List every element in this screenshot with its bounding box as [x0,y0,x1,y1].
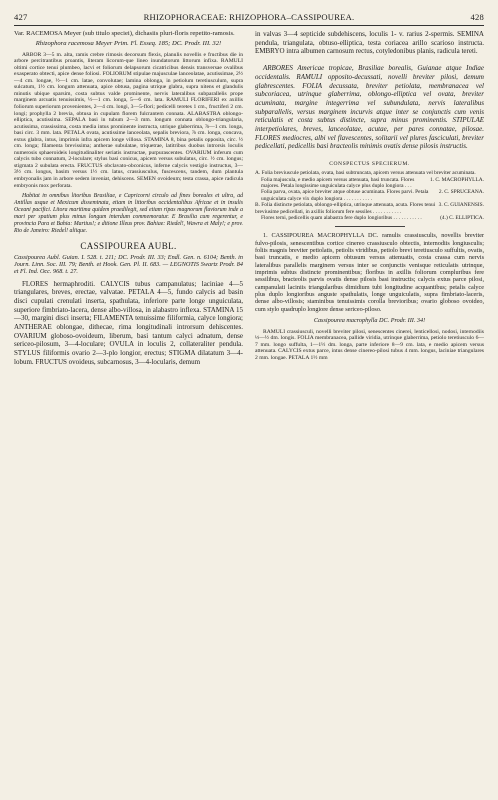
right-column [255,30,484,367]
key-entry-text: Folia majuscula, e medio apicem versus attenuata, basi truncata. Flores majores. Petala longissime unguiculata calyce plus duplo longiora . . . [261,176,415,189]
species-detail: RAMULI crassiusculi, novelli breviter pilosi, senescentes cinerei, lenticellosi, nodosi, internodiis ⅓—½ dm. longis. FOLIA membranacea, pallide viridia, utrinque glaberrima, petiolo teretiusculo 6—7 mm. longo suffulta, 1—1½ dm. longa, parte inferiore 8—9 cm. lata, e medio apicem versus attenuata. CALYCIS extus parce, intus dense cinereo-pilosi tubus 4 mm. longus, laciniae triangulares 2 mm. longae. PETALA 1½ mm [255,328,484,361]
arbores-paragraph: ARBORES Americae tropicae, Brasiliae borealis, Guianae atque Indiae occidentalis. RAMULI opposito-decussati, novelli breviter pilosi, demum glabrescentes. FOLIA decussata, breviter petiolata, membranacea vel subcoriacea, utrinque glaberrima, oblongo-elliptica vel ovata, breviter acuminata, margine integerrima vel subundulata, nervis lateralibus subparallelis, versus marginem incurvis atque inter se conjunctis cum venis reticulatis et costa subtus distincte, supra minus prominentis. STIPULAE interpetiolares, breves, lanceolatae, acutae, per pares connatae, pilosae. FLORES mediocres, albi vel flavescentes, solitarii vel plures fasciculati, breviter pedicellati, pedicellis basi bracteolis minimis ovatis dense pilosis instructis. [255,64,484,151]
key-entry-species: 2. C. SPRUCEANA. [438,189,484,196]
left-page-number: 427 [14,12,28,22]
habitat-paragraph: Habitat in omnibus litoribus Brasiliae, e Capricorni circulo ad fines boreales et ultra, ad Antillas usque et Mexicum disseminata, etiam in littoribus occidentalibus Africae et in insulis Oceani pacifici. Litora maritima quidem praedilegit, sed etiam ripas magnorum fluviorum inde a mari per spatium plus minus longum interdum commemoratur. E Brasilia cum regerentur, e provincia Para et Bahia: Martius!; e ditione Illeus prov. Bahiae: Riedel!, Wawra et Maly!; e prov. Rio de Janeiro: Riedel! aliique. [14,193,243,234]
genus-description-continued: in valvas 3—4 septicide subdehiscens, loculis 1- v. rarius 2-spermis. SEMINA pendula, triangulata, obtuso-elliptica, testa coriacea arillo scarioso instructa. EMBRYO intra albumen carnosum rectus, cotyledonibus planis, radicula tereti. [255,30,484,56]
genus-title: CASSIPOUREA AUBL. [80,240,177,251]
key-entry-text: A. Folia breviuscule petiolata, ovata, basi subtruncata, apicem versus attenuata vel breviter acuminata. [255,170,476,177]
genus-references: Cassipourea Aubl. Guian. I. 528. t. 211; DC. Prodr. III. 33; Endl. Gen. n. 6104; Benth. in Journ. Linn. Soc. III. 79; Benth. et Hook. Gen. Pl. II. 683. — LEGNOTIS Swartz Prodr. 84 et Fl. Ind. Occ. 968. t. 27. [14,253,243,276]
left-column [14,30,243,367]
species-key [255,170,484,221]
key-entry-text: Folia parva, ovata, apice breviter atque obtuse acuminata. Flores parvi. Petala unguiculata calyce vix duplo longiora . . . . . . . . . . . [261,189,429,202]
key-entry [255,177,484,190]
genus-description: FLORES hermaphroditi. CALYCIS tubus campanulatus; laciniae 4—5 triangulares, breves, erectae, valvatae. PETALA 4—5, fundo calycis ad basin disci cupulati crenulati inserta, spathulata, inferiore parte longe unguiculata, superiore fimbriato-lacera, dense albo-villosa, in alabastro inflexa. STAMINA 15—30, margini disci inserta; FILAMENTA tenuissime filiformia, calyce longiora; ANTHERAE oblongae, dithecae, rima longitudinali introrsum dehiscentes. OVARIUM globoso-ovoideum, liberum, basi tantum calyci adnatum, dense sericeo-pilosum, 3—4-loculare; OVULA in loculis 2, collateraliter pendula. STYLUS filiformis ovario 2—3-plo longior, erectus; STIGMA dilatatum 3—4-lobum. FRUCTUS ovoideus, subcarnosus, 3—4-locularis, demum [14,279,243,366]
conspectus-title: CONSPECTUS SPECIERUM. [329,161,410,168]
species-description: 1. CASSIPOUREA MACROPHYLLA DC. ramulis crassiusculis, novellis breviter fulvo-pilosis, senescentibus cortice cinereo crassiusculo obtectis, internodiis longiusculis; foliis magnis breviter petiolatis, petiolis viridibus, petiolo brevi teretiusculo suffultis, ovatis, basi truncatis, e medio apicem obtusum versus attenuatis, costa crassa cum nervis lateralibus parallelis marginem versus inter se conjunctis venisque reticulatis utrinque, imprimis subtus distincte prominentibus; floribus in axillis foliorum compluribus fere sessilibus, bracteolis parvis ovatis dense pilosis basi instructis; calycis extus parce pilosi, campanulati laciniis triangularibus dimidium tubi longitudine acquantibus; petalis calyce plus duplo longioribus anguste spathulatis, longe unguiculatis, supra fimbriato-laceris, dense albo-villosis; staminibus tenuissimis corolla brevioribus; ovario globoso ovoideo, cum stylo quadruplo longiore dense sericeo-piloso. [255,232,484,313]
two-column-body [14,30,484,367]
key-entry-species: (4.) C. ELLIPTICA. [440,214,484,221]
header-rule [14,25,484,26]
synonym-line: Rhizophora racemosa Meyer Prim. Fl. Esseq. 185; DC. Prodr. III. 32! [35,39,222,47]
right-page-number: 428 [470,12,484,22]
section-divider [335,226,405,227]
key-entry-text: B. Folia distincte petiolata, oblongo-elliptica, utrinque attenuata, acuta. Flores tenui breviusime pedicellati, in axillis foliorum fere sessiles . . . . . . . . . . . [255,202,436,215]
key-entry [255,215,484,221]
species-synonym: Cassipourea macrophylla DC. Prodr. III. 34! [313,317,426,325]
running-title: RHIZOPHORACEAE: RHIZOPHORA–CASSIPOUREA. [143,12,355,22]
variety-line: Var. RACEMOSA Meyer (sub titulo speciei), dichasiis pluri-floris repetito-ramosis. [14,30,235,37]
key-entry-text: Flores terni, pedicellis quam alabastra fere duplo longioribus . . . . . . . . . . . [261,214,422,221]
key-entry [255,202,484,215]
key-entry [255,189,484,202]
description-paragraph: ARBOR 3—5 m. alta, ramis crebre rimosis decorsum flexis, planulis novellis e fructibus die in arbore percitrantibus proantis, literam licorum-que lineo inundatorum littorum infixa. RAMULI oltimi cortice tenui plumbeo, lacvi et foliorum delapsorum cicatricibus densis transversae ovalibus exasperato obtecti, apice dense foliosi. FOLIORUM stipulae majusculae lanceolatae, acutissimae, 2½—4 cm. longae, ½—1 cm. latae, convolutae; lamina oblonga, in petiolum teretiusculum, supra sulcatum, 1½ cm. longum attenuata, apice obtusa, pagina utrique glabra, supra nitens et glandulis minutis ubique sparsim, costa subtus valde prominente, nervis lateralibus subparallelis prope marginem arcuatis tenuissimis, ½—1 cm. longa, 5—6 cm. lata. RAMULI FLORIFERI ex axillis foliorum superiorum provenientes, 2—4 cm. longi, 3—5-flori; pedicelli teretes 1 cm., fructiferi 2 cm. longi; prophylla 2 brevia, obtusa in cupulam florem fulcrantem connata. ALABASTRA oblongo-elliptica, acutissima. SEPALA basi in tubum 2—3 mm. longum connata oblongo-triangularia, acutissima, crassissima, costa media intus prominente instructa, utrique glaberrima, ⅞—1 cm. longa, basi circ. 3 mm. lata. PETALA ovata, acutissime lanceolata, sepalis breviora, ⅞ cm. longa, concava, extus glabra, intus, imprimis infra apicem longe villosa. STAMINA 8, bina petalis opposita, circ. ½ cm. longa; filamenta brevissima; antherae subulatae, triquetrae, latitribus duobus introrsis loculis numerosis sphaeroideis longitudinaliter seriatis instructae, purpurascentes. OVARIUM inferum cum calycis tubo connatum, 2-loculare; stylus basi conicus, apicem versus subulatus, circ. ½ cm. longus; stigmata 2 subulata erecta. FRUCTUS obclavato-obconicus, inferne calycis vestigio instructus, 3—3½ cm. longus, basim versus 1½ cm. latus, crassiusculus, fuscescens, tandem, dum plantula embryonalis jam in arbore sedem inveniat, dehiscens. SEMEN ovoideum; testa crassa, apice radicula embryonis mox perforata. [14,51,243,189]
key-entry-species: 1. C. MACROPHYLLA. [429,176,484,183]
running-header [14,12,484,22]
key-entry-species: 3. C. GUIANENSIS. [438,202,484,209]
